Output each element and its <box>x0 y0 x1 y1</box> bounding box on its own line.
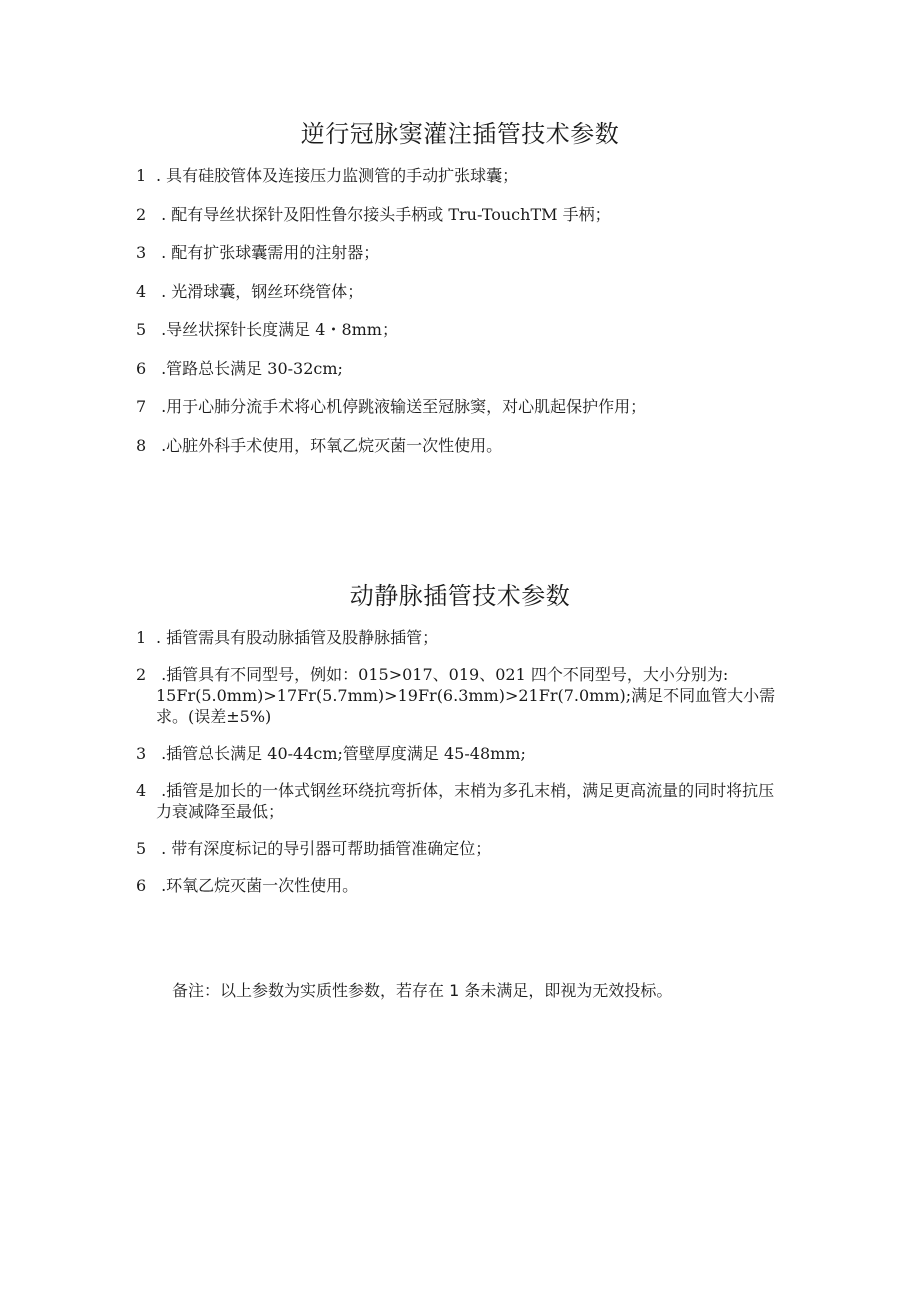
item-number: 1 <box>136 166 147 185</box>
item-number: 8 <box>136 435 147 455</box>
item-text: . 带有深度标记的导引器可帮助插管准确定位； <box>156 839 492 858</box>
item-number: 3 <box>136 243 147 262</box>
item-text: .插管总长满足 40-44cm;管壁厚度满足 45-48mm; <box>156 744 526 763</box>
item-text: .环氧乙烷灭菌一次性使用。 <box>156 876 359 895</box>
item-text: .管路总长满足 30-32cm; <box>156 358 343 378</box>
remarks-note: 备注：以上参数为实质性参数，若存在 1 条未满足，即视为无效投标。 <box>172 981 673 1000</box>
list-item <box>136 435 786 456</box>
list-item <box>136 281 786 302</box>
item-number: 7 <box>136 397 147 416</box>
list-item <box>136 875 786 896</box>
item-number: 4 <box>136 781 147 800</box>
item-number: 5 <box>136 839 147 858</box>
item-number: 3 <box>136 744 147 763</box>
list-item <box>136 242 786 263</box>
item-text: .导丝状探针长度满足 4・8mm； <box>156 320 398 339</box>
item-number: 4 <box>136 281 147 301</box>
item-text: .用于心肺分流手术将心机停跳液输送至冠脉窦，对心肌起保护作用； <box>156 397 647 416</box>
section-2-title: 动静脉插管技术参数 <box>349 582 571 610</box>
item-number: 2 <box>136 665 147 684</box>
list-item <box>136 165 786 186</box>
list-item <box>136 319 786 340</box>
item-number: 5 <box>136 320 147 339</box>
item-text: .心脏外科手术使用，环氧乙烷灭菌一次性使用。 <box>156 435 503 455</box>
list-item <box>136 358 786 379</box>
list-item <box>136 838 786 859</box>
section-1-list <box>136 165 786 473</box>
item-text: .插管具有不同型号，例如：015>017、019、021 四个不同型号，大小分别为: 15Fr(5.0mm)>17Fr(5.7mm)>19Fr(6.3mm)>21Fr(7.0mm);满足不同血管大小需求。(误差±5%) <box>156 665 776 726</box>
item-number: 6 <box>136 876 147 895</box>
section-2-list <box>136 627 786 912</box>
list-item <box>136 204 786 225</box>
item-text: . 光滑球囊，钢丝环绕管体； <box>156 281 364 301</box>
list-item <box>136 627 786 648</box>
list-item <box>136 396 786 417</box>
item-text: . 具有硅胶管体及连接压力监测管的手动扩张球囊； <box>156 166 519 185</box>
list-item <box>136 780 786 822</box>
item-text: . 插管需具有股动脉插管及股静脉插管； <box>156 628 439 647</box>
item-text: . 配有扩张球囊需用的注射器； <box>156 243 380 262</box>
item-text: . 配有导丝状探针及阳性鲁尔接头手柄或 Tru-TouchTM 手柄； <box>156 204 611 224</box>
list-item <box>136 664 786 727</box>
list-item <box>136 743 786 764</box>
item-number: 2 <box>136 204 147 224</box>
item-number: 6 <box>136 358 147 378</box>
item-text: .插管是加长的一体式钢丝环绕抗弯折体，末梢为多孔末梢，满足更高流量的同时将抗压力衰减降至最低； <box>156 781 775 821</box>
section-1-title: 逆行冠脉窦灌注插管技术参数 <box>300 120 620 148</box>
item-number: 1 <box>136 628 147 647</box>
